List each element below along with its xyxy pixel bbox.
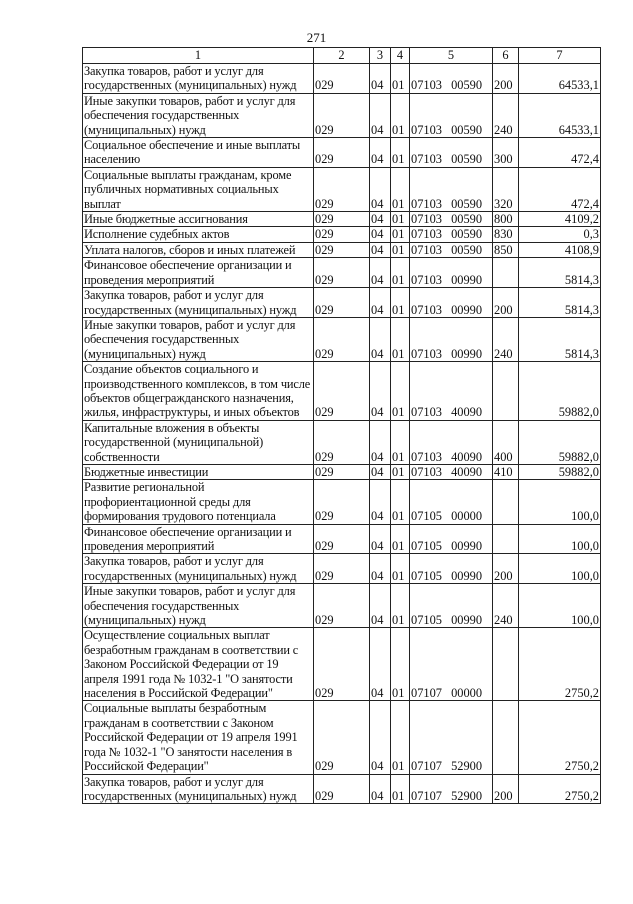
row-name: Иные бюджетные ассигнования (83, 212, 314, 227)
row-section-code: 04 (370, 227, 391, 242)
row-expense-type: 200 (493, 64, 519, 94)
table-row (83, 138, 601, 168)
row-department-code: 029 (314, 64, 370, 94)
row-department-code: 029 (314, 628, 370, 701)
row-department-code: 029 (314, 93, 370, 137)
row-amount: 4109,2 (519, 212, 601, 227)
column-header-name: 1 (83, 48, 314, 64)
row-expense-type: 240 (493, 317, 519, 361)
row-amount: 4108,9 (519, 242, 601, 257)
row-expense-type (493, 480, 519, 524)
row-department-code: 029 (314, 212, 370, 227)
column-header-section: 3 (370, 48, 391, 64)
row-amount: 59882,0 (519, 362, 601, 421)
row-subsection-code: 01 (391, 774, 410, 804)
row-expense-type: 830 (493, 227, 519, 242)
row-amount: 100,0 (519, 480, 601, 524)
row-subsection-code: 01 (391, 138, 410, 168)
row-department-code: 029 (314, 420, 370, 464)
row-section-code: 04 (370, 138, 391, 168)
row-section-code: 04 (370, 524, 391, 554)
row-section-code: 04 (370, 167, 391, 211)
row-target-article: 07103 00990 (410, 317, 493, 361)
row-department-code: 029 (314, 701, 370, 774)
row-section-code: 04 (370, 464, 391, 479)
row-subsection-code: 01 (391, 93, 410, 137)
row-target-article: 07103 00590 (410, 64, 493, 94)
table-row (83, 258, 601, 288)
row-subsection-code: 01 (391, 167, 410, 211)
row-name: Финансовое обеспечение организации и проведения мероприятий (83, 524, 314, 554)
row-subsection-code: 01 (391, 628, 410, 701)
row-name: Иные закупки товаров, работ и услуг для обеспечения государственных (муниципальных) нужд (83, 584, 314, 628)
row-amount: 2750,2 (519, 701, 601, 774)
table-row (83, 362, 601, 421)
row-amount: 5814,3 (519, 258, 601, 288)
row-section-code: 04 (370, 774, 391, 804)
row-department-code: 029 (314, 464, 370, 479)
row-expense-type: 240 (493, 93, 519, 137)
row-name: Закупка товаров, работ и услуг для государственных (муниципальных) нужд (83, 774, 314, 804)
row-amount: 0,3 (519, 227, 601, 242)
row-subsection-code: 01 (391, 64, 410, 94)
column-header-amount: 7 (519, 48, 601, 64)
row-target-article: 07105 00990 (410, 554, 493, 584)
row-subsection-code: 01 (391, 242, 410, 257)
row-amount: 472,4 (519, 138, 601, 168)
row-amount: 2750,2 (519, 628, 601, 701)
table-body (83, 64, 601, 804)
row-name: Иные закупки товаров, работ и услуг для обеспечения государственных (муниципальных) нужд (83, 93, 314, 137)
table-row (83, 64, 601, 94)
row-expense-type: 200 (493, 774, 519, 804)
row-expense-type: 400 (493, 420, 519, 464)
table-row (83, 480, 601, 524)
row-name: Осуществление социальных выплат безработным гражданам в соответствии с Законом Российской Федерации от 19 апреля 1991 года № 1032-1 "О занятости населения в Российской Федерации" (83, 628, 314, 701)
row-subsection-code: 01 (391, 701, 410, 774)
row-section-code: 04 (370, 480, 391, 524)
row-name: Иные закупки товаров, работ и услуг для обеспечения государственных (муниципальных) нужд (83, 317, 314, 361)
row-expense-type: 300 (493, 138, 519, 168)
row-expense-type: 850 (493, 242, 519, 257)
row-amount: 59882,0 (519, 464, 601, 479)
row-department-code: 029 (314, 288, 370, 318)
row-name: Бюджетные инвестиции (83, 464, 314, 479)
row-subsection-code: 01 (391, 258, 410, 288)
row-amount: 5814,3 (519, 288, 601, 318)
row-subsection-code: 01 (391, 554, 410, 584)
table-row (83, 584, 601, 628)
row-name: Социальное обеспечение и иные выплаты населению (83, 138, 314, 168)
row-section-code: 04 (370, 212, 391, 227)
row-subsection-code: 01 (391, 464, 410, 479)
row-department-code: 029 (314, 167, 370, 211)
row-expense-type: 800 (493, 212, 519, 227)
row-expense-type: 410 (493, 464, 519, 479)
column-header-department: 2 (314, 48, 370, 64)
table-row (83, 554, 601, 584)
column-header-target-article: 5 (410, 48, 493, 64)
table-row (83, 212, 601, 227)
row-section-code: 04 (370, 93, 391, 137)
table-row (83, 701, 601, 774)
row-target-article: 07103 40090 (410, 420, 493, 464)
row-department-code: 029 (314, 554, 370, 584)
row-amount: 64533,1 (519, 93, 601, 137)
budget-table (82, 47, 601, 804)
row-target-article: 07103 00990 (410, 258, 493, 288)
row-subsection-code: 01 (391, 524, 410, 554)
row-section-code: 04 (370, 242, 391, 257)
row-department-code: 029 (314, 258, 370, 288)
row-target-article: 07103 00590 (410, 138, 493, 168)
row-target-article: 07103 00590 (410, 227, 493, 242)
row-target-article: 07105 00000 (410, 480, 493, 524)
row-name: Закупка товаров, работ и услуг для государственных (муниципальных) нужд (83, 554, 314, 584)
row-expense-type (493, 628, 519, 701)
column-header-subsection: 4 (391, 48, 410, 64)
row-amount: 472,4 (519, 167, 601, 211)
row-section-code: 04 (370, 420, 391, 464)
table-row (83, 227, 601, 242)
row-subsection-code: 01 (391, 227, 410, 242)
row-section-code: 04 (370, 64, 391, 94)
row-department-code: 029 (314, 480, 370, 524)
row-amount: 64533,1 (519, 64, 601, 94)
row-department-code: 029 (314, 524, 370, 554)
row-expense-type: 240 (493, 584, 519, 628)
row-department-code: 029 (314, 227, 370, 242)
table-row (83, 167, 601, 211)
row-target-article: 07107 00000 (410, 628, 493, 701)
row-name: Закупка товаров, работ и услуг для государственных (муниципальных) нужд (83, 288, 314, 318)
row-amount: 59882,0 (519, 420, 601, 464)
row-name: Уплата налогов, сборов и иных платежей (83, 242, 314, 257)
row-target-article: 07103 00590 (410, 167, 493, 211)
row-section-code: 04 (370, 554, 391, 584)
row-target-article: 07103 40090 (410, 464, 493, 479)
row-expense-type (493, 701, 519, 774)
row-name: Капитальные вложения в объекты государственной (муниципальной) собственности (83, 420, 314, 464)
row-target-article: 07103 40090 (410, 362, 493, 421)
page-number: 271 (306, 30, 327, 45)
row-target-article: 07107 52900 (410, 701, 493, 774)
row-section-code: 04 (370, 258, 391, 288)
row-name: Закупка товаров, работ и услуг для государственных (муниципальных) нужд (83, 64, 314, 94)
row-subsection-code: 01 (391, 420, 410, 464)
row-target-article: 07103 00590 (410, 242, 493, 257)
row-name: Исполнение судебных актов (83, 227, 314, 242)
table-row (83, 288, 601, 318)
row-expense-type: 200 (493, 288, 519, 318)
table-row (83, 317, 601, 361)
table-row (83, 524, 601, 554)
row-expense-type: 200 (493, 554, 519, 584)
table-row (83, 420, 601, 464)
row-target-article: 07103 00590 (410, 93, 493, 137)
table-row (83, 628, 601, 701)
row-name: Создание объектов социального и производственного комплексов, в том числе объектов общегражданского назначения, жилья, инфраструктуры, и иных объектов (83, 362, 314, 421)
row-subsection-code: 01 (391, 317, 410, 361)
row-department-code: 029 (314, 584, 370, 628)
row-expense-type (493, 362, 519, 421)
row-target-article: 07105 00990 (410, 524, 493, 554)
row-section-code: 04 (370, 628, 391, 701)
row-section-code: 04 (370, 317, 391, 361)
row-section-code: 04 (370, 584, 391, 628)
table-row (83, 464, 601, 479)
row-target-article: 07105 00990 (410, 584, 493, 628)
row-name: Финансовое обеспечение организации и проведения мероприятий (83, 258, 314, 288)
row-department-code: 029 (314, 362, 370, 421)
table-row (83, 774, 601, 804)
row-department-code: 029 (314, 242, 370, 257)
row-subsection-code: 01 (391, 584, 410, 628)
row-amount: 100,0 (519, 554, 601, 584)
row-department-code: 029 (314, 317, 370, 361)
row-section-code: 04 (370, 362, 391, 421)
column-header-expense-type: 6 (493, 48, 519, 64)
row-section-code: 04 (370, 288, 391, 318)
row-subsection-code: 01 (391, 212, 410, 227)
row-section-code: 04 (370, 701, 391, 774)
row-expense-type (493, 524, 519, 554)
row-amount: 5814,3 (519, 317, 601, 361)
row-subsection-code: 01 (391, 362, 410, 421)
row-expense-type (493, 258, 519, 288)
row-department-code: 029 (314, 774, 370, 804)
row-name: Социальные выплаты безработным гражданам в соответствии с Законом Российской Федерации от 19 апреля 1991 года № 1032-1 "О занятости населения в Российской Федерации" (83, 701, 314, 774)
row-name: Развитие региональной профориентационной среды для формирования трудового потенциала (83, 480, 314, 524)
row-amount: 2750,2 (519, 774, 601, 804)
table-row (83, 93, 601, 137)
table-row (83, 242, 601, 257)
row-target-article: 07103 00590 (410, 212, 493, 227)
row-amount: 100,0 (519, 584, 601, 628)
row-amount: 100,0 (519, 524, 601, 554)
row-target-article: 07107 52900 (410, 774, 493, 804)
header-row (83, 48, 601, 64)
row-expense-type: 320 (493, 167, 519, 211)
row-target-article: 07103 00990 (410, 288, 493, 318)
row-subsection-code: 01 (391, 288, 410, 318)
row-name: Социальные выплаты гражданам, кроме публичных нормативных социальных выплат (83, 167, 314, 211)
row-subsection-code: 01 (391, 480, 410, 524)
row-department-code: 029 (314, 138, 370, 168)
